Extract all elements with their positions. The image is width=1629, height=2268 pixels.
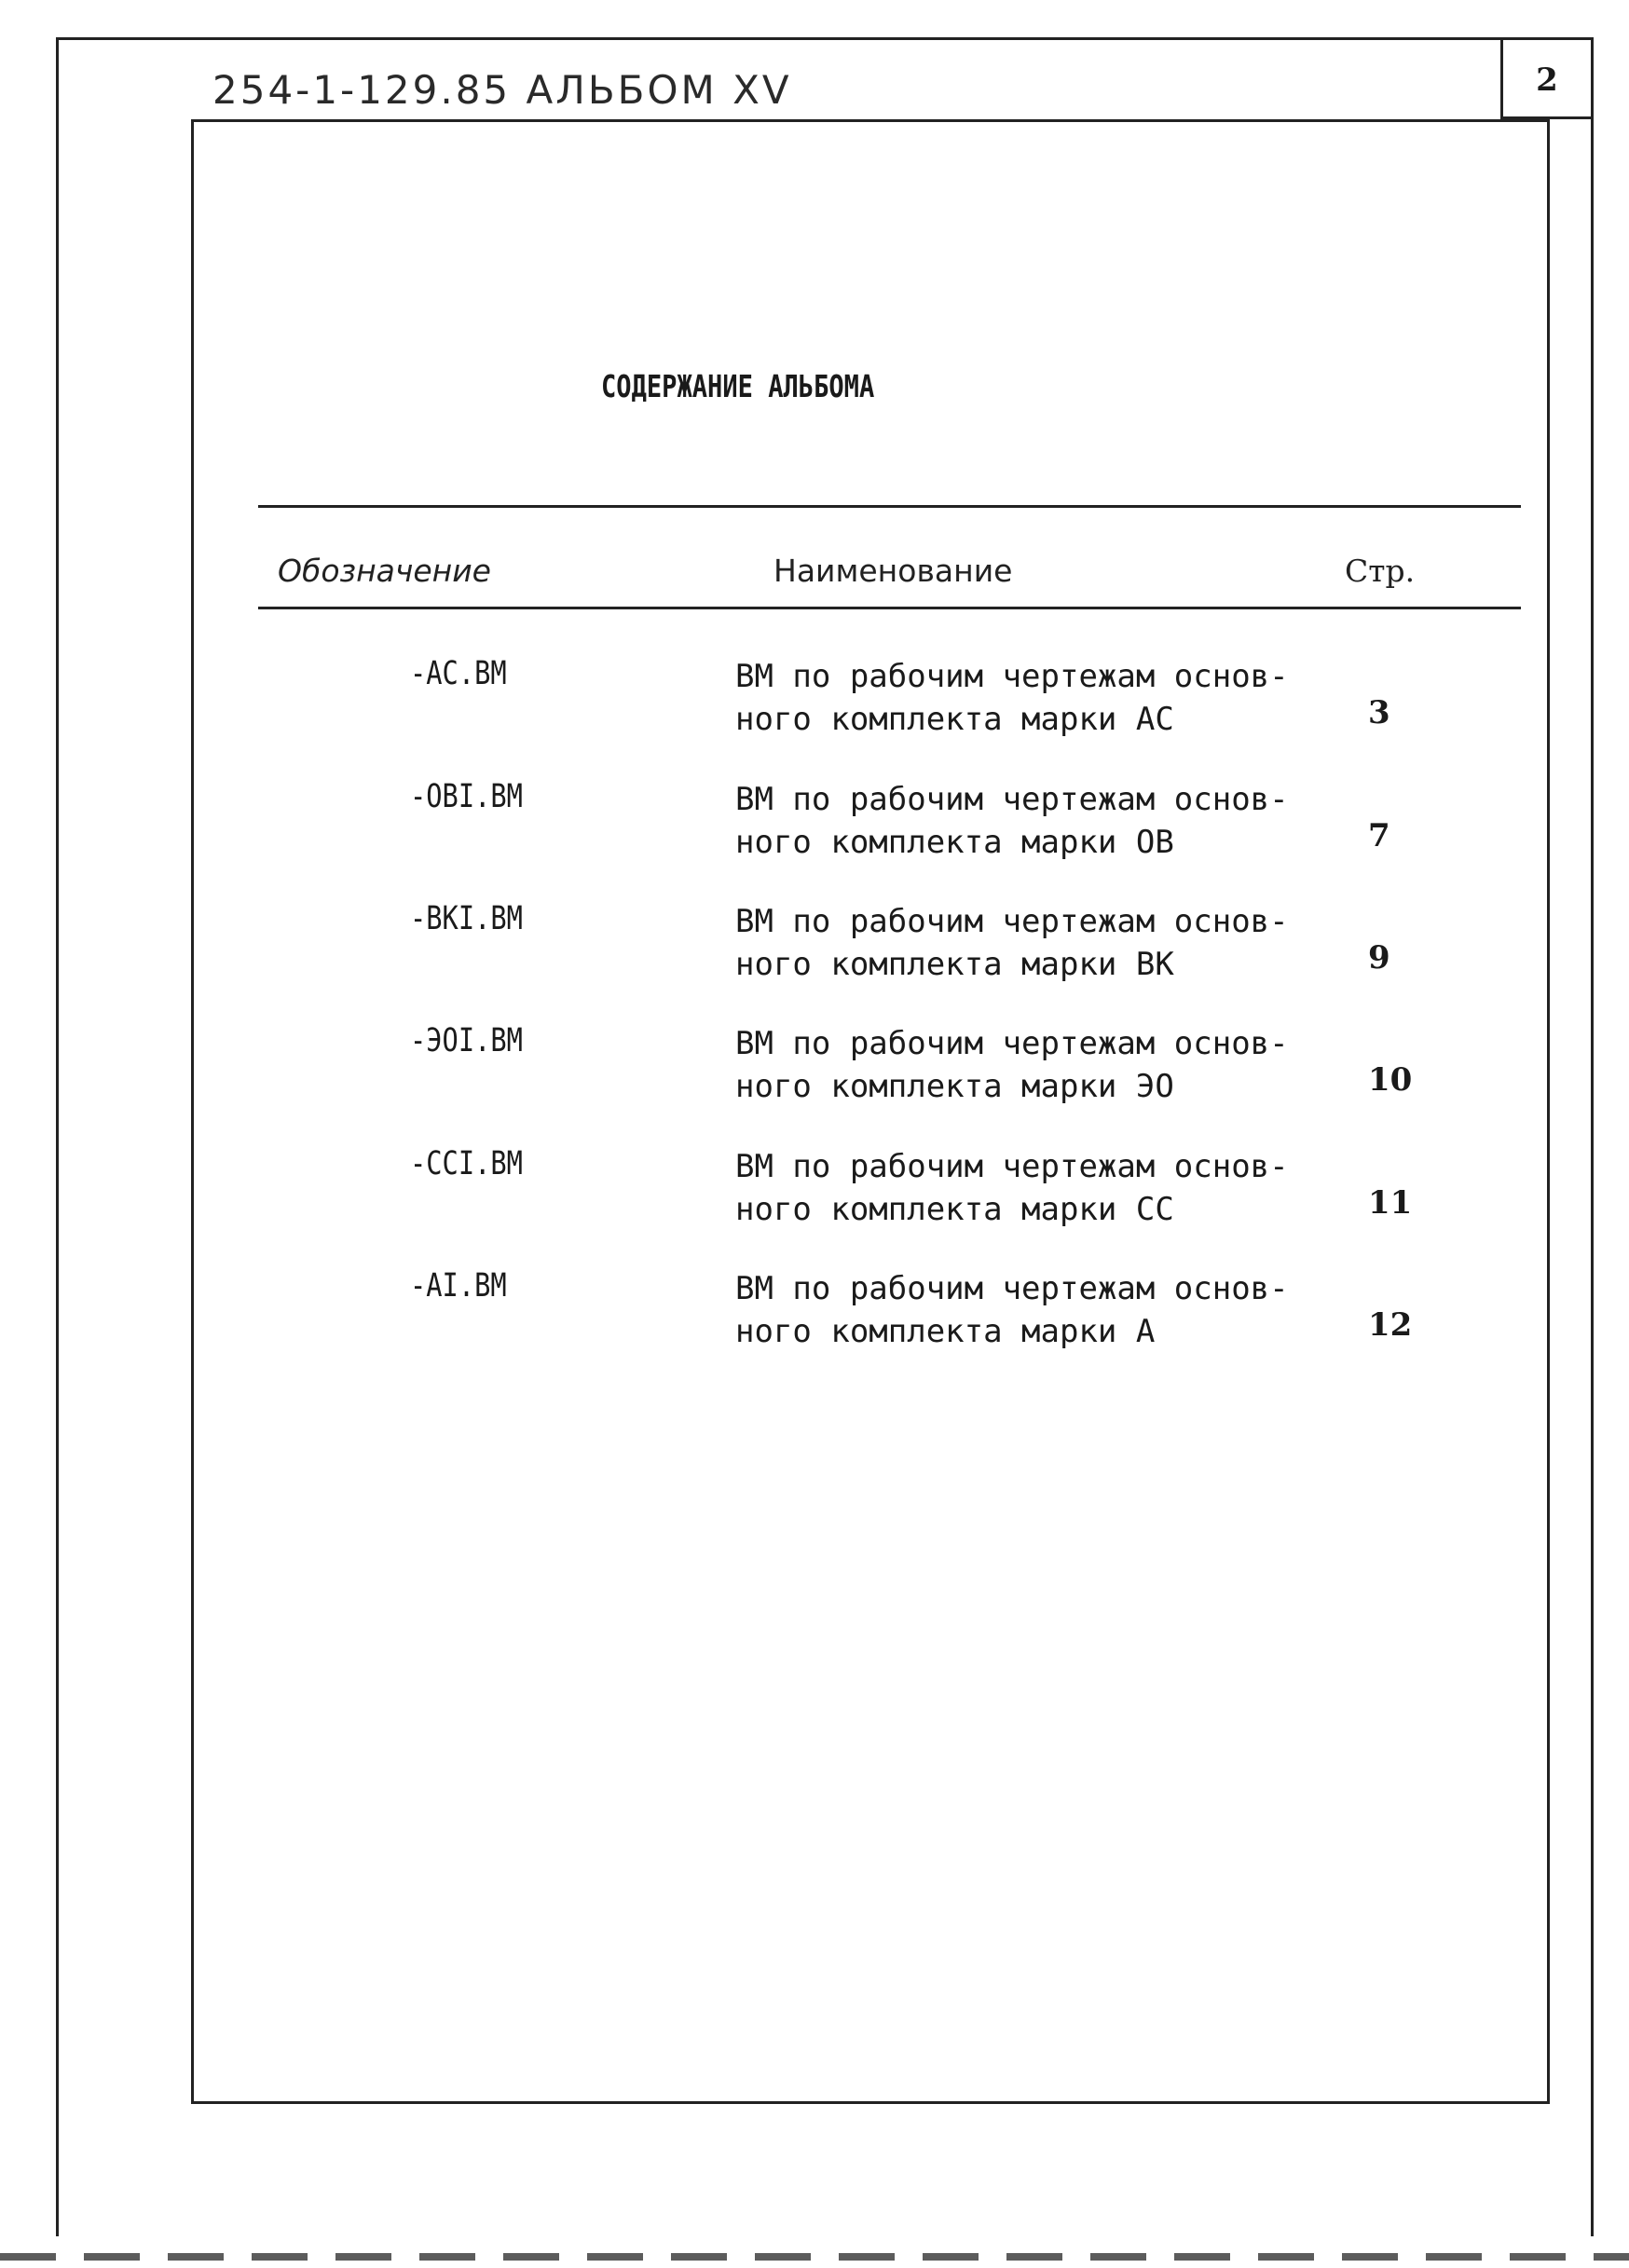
row-designation: -ЭОI.ВМ — [410, 1022, 523, 1059]
row-name: ВМ по рабочим чертежам основ- ного комплекта марки СС — [735, 1148, 1289, 1228]
table-row — [0, 778, 1629, 890]
row-designation: -ОВI.ВМ — [410, 778, 523, 815]
row-name: ВМ по рабочим чертежам основ- ного комплекта марки АС — [735, 658, 1289, 738]
column-header-page: Стр. — [1345, 553, 1416, 589]
row-name: ВМ по рабочим чертежам основ- ного комплекта марки А — [735, 1270, 1289, 1350]
table-header-rule — [258, 607, 1521, 609]
row-page: 3 — [1368, 694, 1390, 731]
row-page: 11 — [1368, 1184, 1413, 1222]
row-page: 10 — [1368, 1061, 1413, 1099]
row-name: ВМ по рабочим чертежам основ- ного комплекта марки ВК — [735, 903, 1289, 983]
document-code: 254-1-129.85 АЛЬБОМ XV — [212, 67, 792, 113]
bottom-edge-dashes — [0, 2253, 1629, 2261]
row-name: ВМ по рабочим чертежам основ- ного комплекта марки ЭО — [735, 1025, 1289, 1105]
row-page: 12 — [1368, 1306, 1413, 1344]
row-page: 9 — [1368, 939, 1390, 977]
table-row — [0, 655, 1629, 767]
table-row — [0, 1267, 1629, 1379]
column-header-designation: Обозначение — [278, 553, 491, 589]
column-header-name: Наименование — [773, 553, 1013, 589]
row-designation: -АС.ВМ — [410, 655, 507, 692]
row-designation: -АI.ВМ — [410, 1267, 507, 1305]
table-row — [0, 1145, 1629, 1257]
page-title: СОДЕРЖАНИЕ АЛЬБОМА — [601, 368, 875, 404]
top-border-line — [56, 37, 1594, 40]
row-designation: -ВКI.ВМ — [410, 900, 523, 937]
row-name: ВМ по рабочим чертежам основ- ного комплекта марки ОВ — [735, 781, 1289, 861]
table-top-rule — [258, 505, 1521, 508]
row-page: 7 — [1368, 817, 1390, 854]
table-row — [0, 1022, 1629, 1134]
row-designation: -ССI.ВМ — [410, 1145, 523, 1182]
table-row — [0, 900, 1629, 1012]
page-number: 2 — [1536, 61, 1558, 99]
